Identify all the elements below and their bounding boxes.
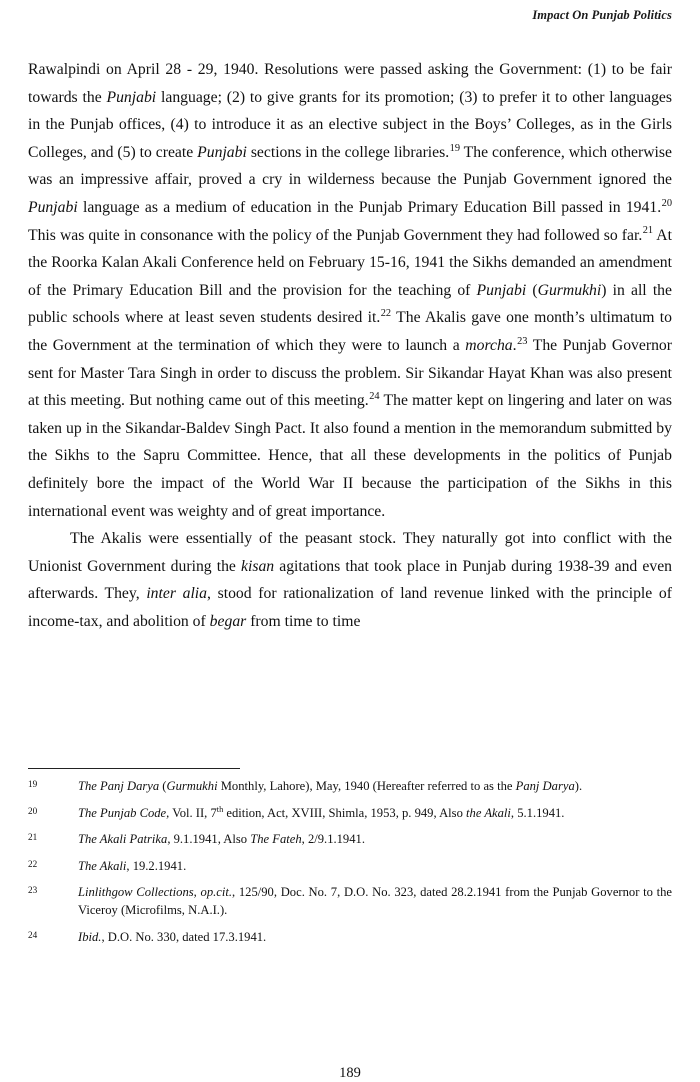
footnote-24 — [28, 929, 672, 947]
emphasis-opcit: op.cit. — [200, 885, 233, 900]
emphasis-morcha: morcha — [465, 336, 513, 354]
text-segment: The matter kept on lingering and later on was taken up in the Sikandar-Baldev Singh Pact. It also found a mention in the memorandum submitted by the Sikhs to the Sapru Committee. Hence, that all these developments in the politics of Punjab definitely bore the impact of the World War II because the participation of the Sikhs in this international event was weighty and of great importance. — [28, 392, 672, 520]
emphasis-title: The Akali — [78, 858, 127, 873]
text-segment: The conference, which otherwise was an impressive affair, proved a cry in wilderness because the Punjab Government ignored the — [28, 143, 672, 189]
emphasis-punjabi: Punjabi — [28, 198, 78, 216]
text-segment: Monthly, Lahore), May, 1940 (Hereafter referred to as the — [217, 779, 516, 793]
footnote-reference-22[interactable]: 22 — [380, 308, 392, 320]
footnote-separator-rule — [28, 768, 240, 769]
emphasis-short-title: Panj Darya — [515, 779, 575, 793]
emphasis-title: The Punjab Code, — [78, 805, 170, 820]
body-text-block — [28, 56, 672, 635]
footnote-22 — [28, 858, 672, 876]
text-segment: ) in all the public schools where at least seven students desired it. — [28, 281, 672, 327]
text-segment: , 125/90, Doc. No. 7, D.O. No. 323, dated 28.2.1941 from the Punjab Governor to the Viceroy (Microfilms, N.A.I.). — [78, 885, 673, 917]
text-segment: , — [193, 885, 201, 900]
footnote-23 — [28, 884, 672, 919]
footnote-text — [78, 805, 672, 823]
footnote-text — [78, 884, 672, 919]
text-segment: , D.O. No. 330, dated 17.3.1941. — [101, 929, 267, 944]
text-segment: sections in the college libraries. — [246, 143, 450, 161]
text-segment: language as a medium of education in the Punjab Primary Education Bill passed in 1941. — [77, 198, 662, 216]
running-header: Impact On Punjab Politics — [532, 8, 672, 22]
emphasis-title: The Panj Darya — [78, 779, 160, 793]
text-segment: , 19.2.1941. — [126, 858, 187, 873]
footnote-number: 19 — [28, 779, 38, 789]
text-segment: , 5.1.1941. — [510, 805, 565, 820]
footnote-reference-21[interactable]: 21 — [642, 225, 654, 237]
footnote-number: 22 — [28, 858, 38, 869]
text-segment: ( — [159, 779, 167, 793]
emphasis-ibid: Ibid. — [78, 929, 102, 944]
text-segment: Vol. II, 7 — [169, 805, 217, 820]
emphasis-punjabi: Punjabi — [106, 88, 157, 106]
paragraph-2 — [28, 525, 672, 635]
footnote-number: 21 — [28, 832, 38, 843]
text-segment: edition, Act, XVIII, Shimla, 1953, p. 949, Also — [223, 805, 467, 820]
footnote-text — [78, 858, 672, 876]
emphasis-gurmukhi: Gurmukhi — [537, 281, 602, 299]
footnote-reference-19[interactable]: 19 — [449, 142, 461, 154]
footnote-reference-24[interactable]: 24 — [369, 390, 380, 402]
text-segment: agitations that took place in Punjab during 1938-39 and even afterwards. They, — [28, 557, 672, 603]
text-segment: , stood for rationalization of land revenue linked with the principle of income-tax, and abolition of — [28, 585, 672, 630]
paragraph-1 — [28, 56, 672, 525]
text-segment: The Akalis gave one month’s ultimatum to the Government at the termination of which they were to launch a — [28, 309, 672, 354]
emphasis-title: Linlithgow Collections — [78, 885, 194, 900]
footnote-text — [78, 778, 672, 796]
emphasis-title: The Akali Patrika — [78, 832, 168, 847]
text-segment: language; (2) to give grants for its promotion; (3) to prefer it to other languages in the Punjab offices, (4) to introduce it as an elective subject in the Boys’ Colleges, as in the Girls Colleges, and (5) to create — [28, 88, 672, 161]
text-segment: ( — [526, 281, 538, 299]
footnote-21 — [28, 831, 672, 849]
footnote-text — [78, 929, 672, 947]
emphasis-inter-alia: inter alia — [146, 585, 208, 603]
footnote-text — [78, 831, 672, 849]
text-segment: Rawalpindi on April 28 - 29, 1940. Resolutions were passed asking the Government: (1) to be fair towards the — [28, 61, 672, 106]
text-segment: ). — [574, 779, 583, 793]
emphasis-title-fateh: The Fateh — [250, 832, 302, 847]
text-segment: from time to time — [246, 612, 361, 630]
footnote-20 — [28, 805, 672, 823]
text-segment: This was quite in consonance with the policy of the Punjab Government they had followed so far. — [28, 226, 643, 244]
text-segment: At the Roorka Kalan Akali Conference held on February 15-16, 1941 the Sikhs demanded an amendment of the Primary Education Bill and the provision for the teaching of — [28, 226, 672, 299]
emphasis-akali: the Akali — [466, 805, 511, 820]
footnote-section — [28, 768, 672, 946]
footnote-reference-20[interactable]: 20 — [661, 197, 672, 209]
text-segment: The Punjab Governor sent for Master Tara Singh in order to discuss the problem. Sir Sikandar Hayat Khan was also present at this meeting. But nothing came out of this meeting. — [28, 336, 672, 410]
text-segment: , 9.1.1941, Also — [167, 832, 251, 847]
footnote-19 — [28, 778, 672, 796]
emphasis-punjabi: Punjabi — [476, 281, 527, 299]
text-segment: The Akalis were essentially of the peasant stock. They naturally got into conflict with the Unionist Government during the — [28, 530, 672, 575]
text-segment: , 2/9.1.1941. — [301, 832, 365, 847]
text-segment: . — [512, 336, 517, 354]
emphasis-gurmukhi: Gurmukhi — [166, 779, 218, 793]
footnote-number: 24 — [28, 929, 38, 940]
footnote-number: 20 — [28, 805, 38, 816]
emphasis-begar: begar — [209, 612, 247, 630]
footnote-reference-23[interactable]: 23 — [517, 335, 528, 347]
page-number: 189 — [339, 1065, 361, 1081]
emphasis-punjabi: Punjabi — [197, 143, 247, 161]
footnote-number: 23 — [28, 885, 38, 896]
ordinal-suffix: th — [216, 804, 224, 814]
emphasis-kisan: kisan — [241, 557, 275, 575]
